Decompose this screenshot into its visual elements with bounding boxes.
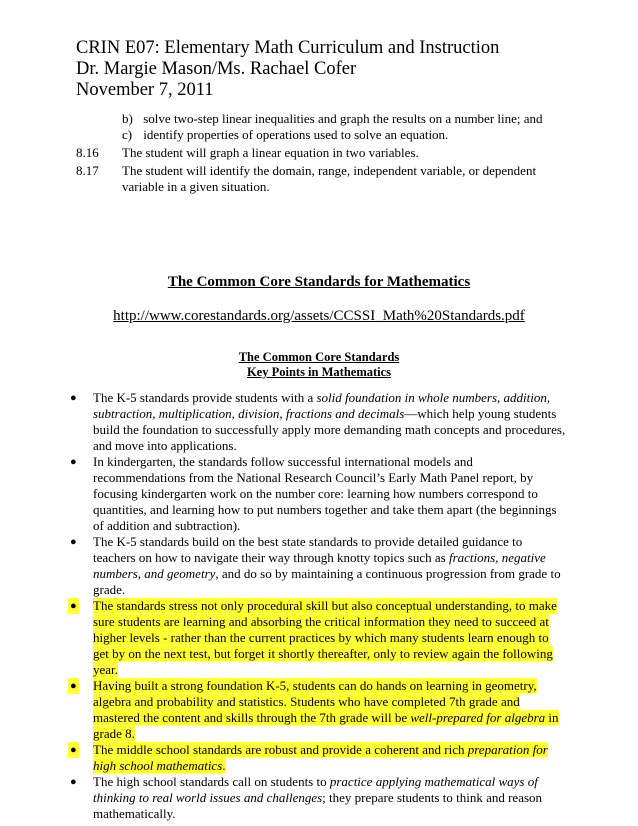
bullet-text	[93, 742, 548, 773]
bullet-text-plain: ; they prepare students to think and reason mathematically.	[93, 790, 543, 821]
bullet-text-plain: .	[222, 758, 226, 773]
course-title: CRIN E07: Elementary Math Curriculum and Instruction	[76, 38, 500, 58]
bullet-text-plain: in grade 8.	[93, 710, 559, 741]
sub-item	[122, 126, 448, 143]
standard-item	[76, 145, 546, 161]
bullet-text-plain: The K-5 standards provide students with a	[93, 390, 317, 405]
bullet-text	[93, 774, 542, 821]
bullet-text	[93, 454, 557, 533]
bullet-item	[70, 774, 566, 822]
standard-number: 8.17	[76, 163, 99, 178]
bullet-text-emphasis: solid foundation in whole numbers, addition, subtraction, multiplication, division, fractions and decimals	[93, 390, 551, 421]
bullet-item	[70, 742, 566, 774]
sub-item-label: b)	[122, 111, 133, 126]
bullet-text-plain: The high school standards call on students to	[93, 774, 330, 789]
bullet-text-plain: The middle school standards are robust and provide a coherent and rich	[93, 742, 468, 757]
bullet-icon: ●	[70, 600, 77, 612]
bullet-text	[93, 390, 565, 453]
bullet-text-plain: The standards stress not only procedural skill but also conceptual understanding, to make sure students are learning and absorbing the critical information they need to succeed at higher levels - rather than the current practices by which many students learn enough to get by on the next test, but forget it shortly thereafter, only to review again the following year.	[93, 598, 557, 677]
bullet-text-emphasis: practice applying mathematical ways of thinking to real world issues and challenges	[93, 774, 538, 805]
bullet-text-plain: In kindergarten, the standards follow successful international models and recommendations from the National Research Council’s Early Math Panel report, by focusing kindergarten work on the number core: learning how numbers correspond to quantities, and learning how to put numbers together and take them apart (the beginnings of addition and subtraction).	[93, 454, 557, 533]
bullet-item	[70, 678, 566, 742]
bullet-text	[93, 598, 557, 677]
bullet-text-plain: The K-5 standards build on the best state standards to provide detailed guidance to teachers on how to navigate their way through knotty topics such as	[93, 534, 523, 565]
bullet-text-emphasis: well-prepared for algebra	[410, 710, 546, 725]
bullet-text-plain: , and do so by maintaining a continuous progression from grade to grade.	[93, 566, 561, 597]
bullet-text-emphasis: fractions, negative numbers, and geometry	[93, 550, 546, 581]
section-title: The Common Core Standards for Mathematics	[167, 274, 471, 290]
bullet-text	[93, 534, 561, 597]
key-points-subtitle: Key Points in Mathematics	[246, 365, 392, 379]
bullet-text	[93, 678, 559, 741]
bullet-icon: ●	[70, 744, 77, 756]
instructors: Dr. Margie Mason/Ms. Rachael Cofer	[76, 59, 357, 79]
key-points-list	[70, 390, 566, 822]
bullet-icon: ●	[70, 776, 77, 788]
bullet-text-plain: Having built a strong foundation K-5, students can do hands on learning in geometry, algebra and probability and statistics. Students who have completed 7th grade and mastered the content and skills through the 7th grade will be	[93, 678, 537, 725]
sub-item	[122, 110, 543, 127]
bullet-item	[70, 390, 566, 454]
bullet-icon: ●	[70, 536, 77, 548]
key-points-title: The Common Core Standards	[238, 350, 400, 364]
bullet-item	[70, 598, 566, 678]
bullet-icon: ●	[70, 456, 77, 468]
bullet-item	[70, 534, 566, 598]
bullet-text-plain: —which help young students build the foundation to successfully apply more demanding math concepts and procedures, and move into applications.	[93, 406, 566, 453]
bullet-text-emphasis: preparation for high school mathematics	[93, 742, 548, 773]
standards-link[interactable]: http://www.corestandards.org/assets/CCSSI_Math%20Standards.pdf	[113, 308, 525, 324]
sub-item-text: identify properties of operations used to solve an equation.	[143, 127, 449, 142]
sub-item-label: c)	[122, 127, 133, 142]
standard-text: The student will identify the domain, range, independent variable, or dependent variable in a given situation.	[122, 163, 537, 194]
bullet-icon: ●	[70, 680, 77, 692]
document-header	[76, 38, 499, 101]
sub-item-text: solve two-step linear inequalities and graph the results on a number line; and	[143, 111, 543, 126]
bullet-icon: ●	[70, 392, 77, 404]
standard-text: The student will graph a linear equation in two variables.	[122, 145, 419, 160]
standard-item	[76, 163, 546, 195]
bullet-item	[70, 454, 566, 534]
standard-number: 8.16	[76, 145, 99, 160]
date: November 7, 2011	[76, 80, 214, 100]
